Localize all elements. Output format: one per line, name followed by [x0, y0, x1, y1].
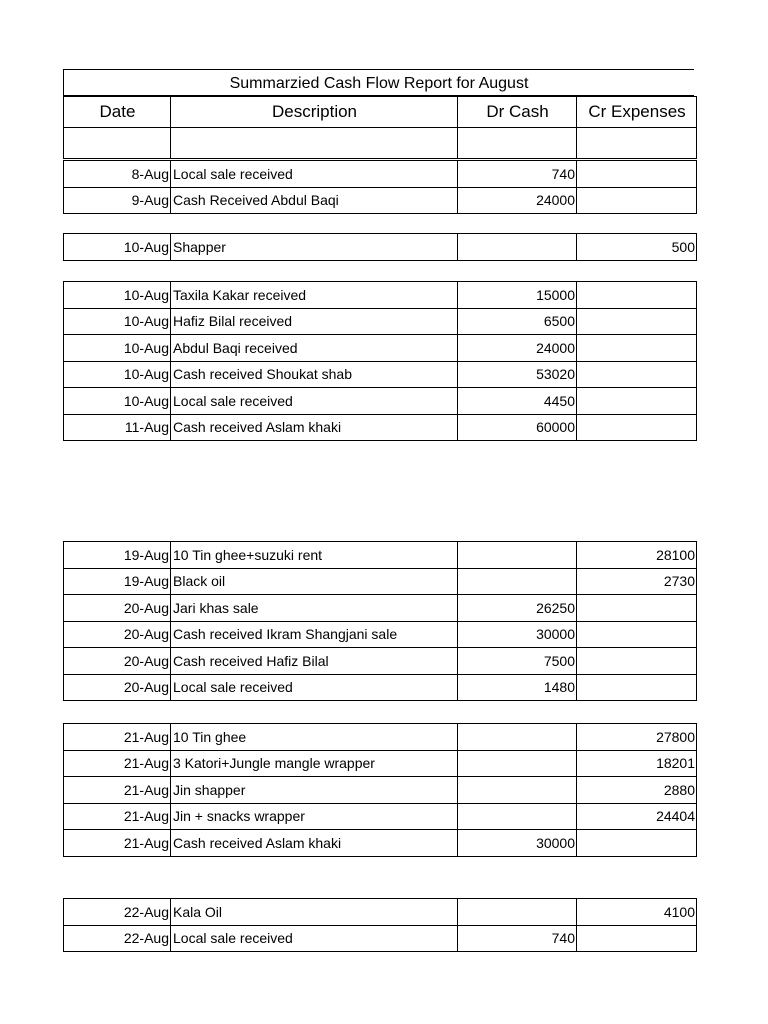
dr-cash-cell: 15000 — [458, 282, 577, 309]
table-row — [64, 830, 697, 857]
table-row — [64, 674, 697, 701]
table-row — [64, 542, 697, 569]
cr-expenses-cell: 2880 — [577, 777, 697, 804]
description-cell: 3 Katori+Jungle mangle wrapper — [171, 750, 458, 777]
entry-group — [63, 898, 697, 952]
date-cell: 20-Aug — [64, 621, 171, 648]
date-cell: 8-Aug — [64, 161, 171, 188]
entry-group — [63, 233, 697, 261]
date-cell: 11-Aug — [64, 414, 171, 441]
blank-cell — [171, 128, 458, 159]
dr-cash-cell: 740 — [458, 925, 577, 952]
description-cell: Cash received Shoukat shab — [171, 361, 458, 388]
entry-group — [63, 723, 697, 857]
table-row — [64, 568, 697, 595]
description-cell: Hafiz Bilal received — [171, 308, 458, 335]
cr-expenses-cell — [577, 830, 697, 857]
table-row — [64, 803, 697, 830]
date-cell: 19-Aug — [64, 542, 171, 569]
cr-expenses-cell: 27800 — [577, 724, 697, 751]
table-row — [64, 899, 697, 926]
cr-expenses-cell — [577, 414, 697, 441]
entry-group — [63, 160, 697, 214]
description-cell: 10 Tin ghee — [171, 724, 458, 751]
description-cell: Cash Received Abdul Baqi — [171, 187, 458, 214]
table-row — [64, 335, 697, 362]
dr-cash-cell: 7500 — [458, 648, 577, 675]
cr-expenses-cell — [577, 161, 697, 188]
report-title: Summarzied Cash Flow Report for August — [63, 69, 694, 96]
blank-row — [64, 128, 697, 159]
cr-expenses-cell — [577, 674, 697, 701]
header-date: Date — [64, 97, 171, 128]
cr-expenses-cell — [577, 335, 697, 362]
date-cell: 21-Aug — [64, 777, 171, 804]
dr-cash-cell — [458, 803, 577, 830]
description-cell: Local sale received — [171, 674, 458, 701]
cr-expenses-cell — [577, 388, 697, 415]
table-row — [64, 234, 697, 261]
date-cell: 10-Aug — [64, 234, 171, 261]
dr-cash-cell: 1480 — [458, 674, 577, 701]
dr-cash-cell: 4450 — [458, 388, 577, 415]
dr-cash-cell: 53020 — [458, 361, 577, 388]
description-cell: Cash received Hafiz Bilal — [171, 648, 458, 675]
description-cell: Local sale received — [171, 388, 458, 415]
dr-cash-cell: 60000 — [458, 414, 577, 441]
description-cell: Cash received Aslam khaki — [171, 830, 458, 857]
date-cell: 20-Aug — [64, 674, 171, 701]
description-cell: Jin shapper — [171, 777, 458, 804]
date-cell: 19-Aug — [64, 568, 171, 595]
dr-cash-cell — [458, 899, 577, 926]
cr-expenses-cell — [577, 308, 697, 335]
date-cell: 10-Aug — [64, 388, 171, 415]
cr-expenses-cell — [577, 282, 697, 309]
description-cell: Jin + snacks wrapper — [171, 803, 458, 830]
description-cell: Black oil — [171, 568, 458, 595]
date-cell: 22-Aug — [64, 925, 171, 952]
description-cell: Shapper — [171, 234, 458, 261]
table-row — [64, 648, 697, 675]
dr-cash-cell: 24000 — [458, 187, 577, 214]
description-cell: Jari khas sale — [171, 595, 458, 622]
date-cell: 22-Aug — [64, 899, 171, 926]
cr-expenses-cell — [577, 621, 697, 648]
date-cell: 10-Aug — [64, 308, 171, 335]
blank-cell — [64, 128, 171, 159]
table-row — [64, 925, 697, 952]
date-cell: 21-Aug — [64, 750, 171, 777]
description-cell: Local sale received — [171, 161, 458, 188]
dr-cash-cell: 24000 — [458, 335, 577, 362]
date-cell: 9-Aug — [64, 187, 171, 214]
table-row — [64, 777, 697, 804]
date-cell: 21-Aug — [64, 724, 171, 751]
description-cell: Abdul Baqi received — [171, 335, 458, 362]
header-cr-expenses: Cr Expenses — [577, 97, 697, 128]
cr-expenses-cell — [577, 361, 697, 388]
table-row — [64, 161, 697, 188]
table-row — [64, 282, 697, 309]
description-cell: Local sale received — [171, 925, 458, 952]
cr-expenses-cell — [577, 648, 697, 675]
table-row — [64, 187, 697, 214]
dr-cash-cell: 740 — [458, 161, 577, 188]
dr-cash-cell — [458, 750, 577, 777]
cr-expenses-cell — [577, 187, 697, 214]
entry-group — [63, 281, 697, 441]
table-row — [64, 414, 697, 441]
header-table — [63, 96, 697, 159]
date-cell: 20-Aug — [64, 648, 171, 675]
dr-cash-cell — [458, 724, 577, 751]
header-dr-cash: Dr Cash — [458, 97, 577, 128]
table-row — [64, 595, 697, 622]
table-row — [64, 388, 697, 415]
table-row — [64, 361, 697, 388]
date-cell: 21-Aug — [64, 803, 171, 830]
date-cell: 20-Aug — [64, 595, 171, 622]
description-cell: Cash received Aslam khaki — [171, 414, 458, 441]
table-row — [64, 750, 697, 777]
dr-cash-cell — [458, 568, 577, 595]
description-cell: Cash received Ikram Shangjani sale — [171, 621, 458, 648]
blank-cell — [458, 128, 577, 159]
date-cell: 10-Aug — [64, 335, 171, 362]
cr-expenses-cell — [577, 595, 697, 622]
dr-cash-cell — [458, 234, 577, 261]
header-row — [64, 97, 697, 128]
table-row — [64, 724, 697, 751]
cr-expenses-cell: 500 — [577, 234, 697, 261]
header-description: Description — [171, 97, 458, 128]
date-cell: 10-Aug — [64, 282, 171, 309]
description-cell: 10 Tin ghee+suzuki rent — [171, 542, 458, 569]
cr-expenses-cell: 24404 — [577, 803, 697, 830]
cr-expenses-cell: 2730 — [577, 568, 697, 595]
table-row — [64, 308, 697, 335]
dr-cash-cell — [458, 777, 577, 804]
dr-cash-cell: 30000 — [458, 621, 577, 648]
date-cell: 21-Aug — [64, 830, 171, 857]
blank-cell — [577, 128, 697, 159]
description-cell: Kala Oil — [171, 899, 458, 926]
table-row — [64, 621, 697, 648]
dr-cash-cell: 26250 — [458, 595, 577, 622]
description-cell: Taxila Kakar received — [171, 282, 458, 309]
cr-expenses-cell — [577, 925, 697, 952]
cr-expenses-cell: 18201 — [577, 750, 697, 777]
dr-cash-cell — [458, 542, 577, 569]
cr-expenses-cell: 28100 — [577, 542, 697, 569]
dr-cash-cell: 30000 — [458, 830, 577, 857]
dr-cash-cell: 6500 — [458, 308, 577, 335]
cr-expenses-cell: 4100 — [577, 899, 697, 926]
date-cell: 10-Aug — [64, 361, 171, 388]
entry-group — [63, 541, 697, 701]
